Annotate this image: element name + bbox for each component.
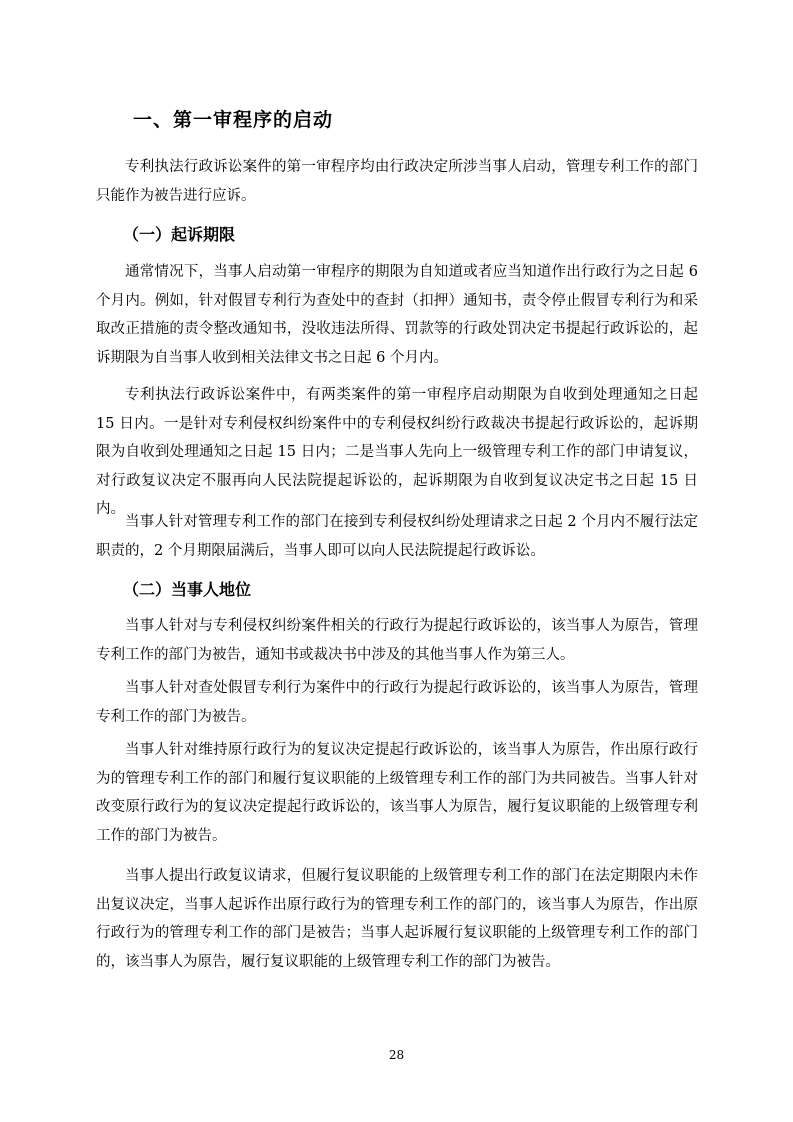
- paragraph-party-status-infringement: 当事人针对与专利侵权纠纷案件相关的行政行为提起行政诉讼的，该当事人为原告，管理专利工作的部门为被告，通知书或裁决书中涉及的其他当事人作为第三人。: [96, 618, 698, 663]
- paragraph-party-status-no-decision: 当事人提出行政复议请求，但履行复议职能的上级管理专利工作的部门在法定期限内未作出复议决定，当事人起诉作出原行政行为的管理专利工作的部门的，该当事人为原告，作出原行政行为的管理专利工作的部门是被告；当事人起诉履行复议职能的上级管理专利工作的部门的，该当事人为原告，履行复议职能的上级管理专利工作的部门为被告。: [96, 868, 698, 970]
- paragraph-filing-period-2-months: 当事人针对管理专利工作的部门在接到专利侵权纠纷处理请求之日起 2 个月内不履行法定职责的，2 个月期限届满后，当事人即可以向人民法院提起行政诉讼。: [96, 514, 698, 559]
- paragraph-filing-period-general: 通常情况下，当事人启动第一审程序的期限为自知道或者应当知道作出行政行为之日起 6 个月内。例如，针对假冒专利行为查处中的查封（扣押）通知书，责令停止假冒专利行为和采取改正措施的责令整改通知书，没收违法所得、罚款等的行政处罚决定书提起行政诉讼的，起诉期限为自当事人收到相关法律文书之日起 6 个月内。: [96, 264, 698, 366]
- paragraph-party-status-counterfeit: 当事人针对查处假冒专利行为案件中的行政行为提起行政诉讼的，该当事人为原告，管理专利工作的部门为被告。: [96, 680, 698, 725]
- section-heading-party-status: （二）当事人地位: [123, 580, 252, 599]
- intro-paragraph: 专利执法行政诉讼案件的第一审程序均由行政决定所涉当事人启动，管理专利工作的部门只能作为被告进行应诉。: [96, 159, 698, 204]
- paragraph-filing-period-15-days: 专利执法行政诉讼案件中，有两类案件的第一审程序启动期限为自收到处理通知之日起 15 日内。一是针对专利侵权纠纷案件中的专利侵权纠纷行政裁决书提起行政诉讼的，起诉期限为自收到处理通知之日起 15 日内；二是当事人先向上一级管理专利工作的部门申请复议，对行政复议决定不服再向人民法院提起诉讼的，起诉期限为自收到复议决定书之日起 15 日内。: [96, 387, 698, 517]
- chapter-heading: 一、第一审程序的启动: [133, 109, 334, 131]
- page-number: 28: [388, 1048, 405, 1062]
- paragraph-party-status-reconsideration: 当事人针对维持原行政行为的复议决定提起行政诉讼的，该当事人为原告，作出原行政行为的管理专利工作的部门和履行复议职能的上级管理专利工作的部门为共同被告。当事人针对改变原行政行为的复议决定提起行政诉讼的，该当事人为原告，履行复议职能的上级管理专利工作的部门为被告。: [96, 742, 698, 844]
- section-heading-filing-period: （一）起诉期限: [123, 225, 236, 244]
